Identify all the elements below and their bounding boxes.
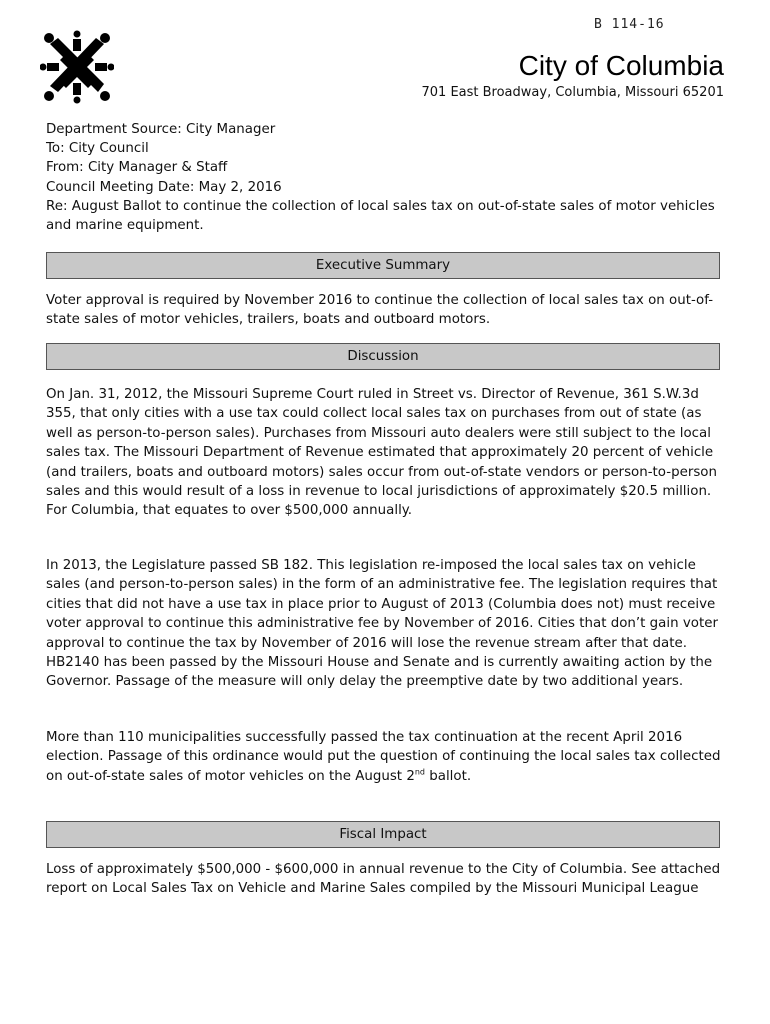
memo-to: To: City Council [46, 141, 149, 157]
fiscal-impact-heading: Fiscal Impact [46, 821, 720, 848]
ordinal-suffix: nd [414, 767, 425, 777]
discussion-paragraph-3-end: ballot. [425, 768, 472, 784]
executive-summary-heading: Executive Summary [46, 252, 720, 279]
discussion-paragraph-3 [46, 728, 728, 786]
bill-number: B 114-16 [594, 17, 665, 32]
city-address: 701 East Broadway, Columbia, Missouri 65201 [421, 85, 724, 100]
city-title: City of Columbia [518, 50, 724, 81]
discussion-heading: Discussion [46, 343, 720, 370]
memo-from: From: City Manager & Staff [46, 160, 228, 176]
city-logo-icon [40, 30, 114, 104]
discussion-paragraph-1: On Jan. 31, 2012, the Missouri Supreme Court ruled in Street vs. Director of Revenue, 361 S.W.3d 355, that only cities with a use tax could collect local sales tax on purchases from out of state (as well as person-to-person sales). Purchases from Missouri auto dealers were still subject to the local sales tax. The Missouri Department of Revenue estimated that approximately 20 percent of vehicle (and trailers, boats and outboard motors) sales occur from out-of-state vendors or person-to-person sales and this would result of a loss in revenue to local jurisdictions of approximately $20.5 million. For Columbia, that equates to over $500,000 annually. [46, 387, 717, 519]
memo-subject: Re: August Ballot to continue the collection of local sales tax on out-of-state sales of motor vehicles and marine equipment. [46, 198, 715, 234]
department-source: Department Source: City Manager [46, 122, 276, 137]
meeting-date: Council Meeting Date: May 2, 2016 [46, 179, 282, 195]
fiscal-impact-text: Loss of approximately $500,000 - $600,000 in annual revenue to the City of Columbia. See attached report on Local Sales Tax on Vehicle and Marine Sales compiled by the Missouri Municipal League [46, 862, 721, 897]
executive-summary-text: Voter approval is required by November 2016 to continue the collection of local sales tax on out-of-state sales of motor vehicles, trailers, boats and outboard motors. [46, 293, 714, 328]
discussion-paragraph-3-main: More than 110 municipalities successfully passed the tax continuation at the recent April 2016 election. Passage of this ordinance would put the question of continuing the local sales tax collected on out-of-state sales of motor vehicles on the August 2 [46, 730, 721, 784]
discussion-paragraph-2: In 2013, the Legislature passed SB 182. This legislation re-imposed the local sales tax on vehicle sales (and person-to-person sales) in the form of an administrative fee. The legislation requires that cities that did not have a use tax in place prior to August of 2013 (Columbia does not) must receive voter approval to continue this administrative fee by November of 2016. Cities that don’t gain voter approval to continue the tax by November of 2016 will lose the revenue stream after that date. HB2140 has been passed by the Missouri House and Senate and is currently awaiting action by the Governor. Passage of the measure will only delay the preemptive date by two additional years. [46, 558, 718, 690]
memo-header [46, 120, 736, 235]
